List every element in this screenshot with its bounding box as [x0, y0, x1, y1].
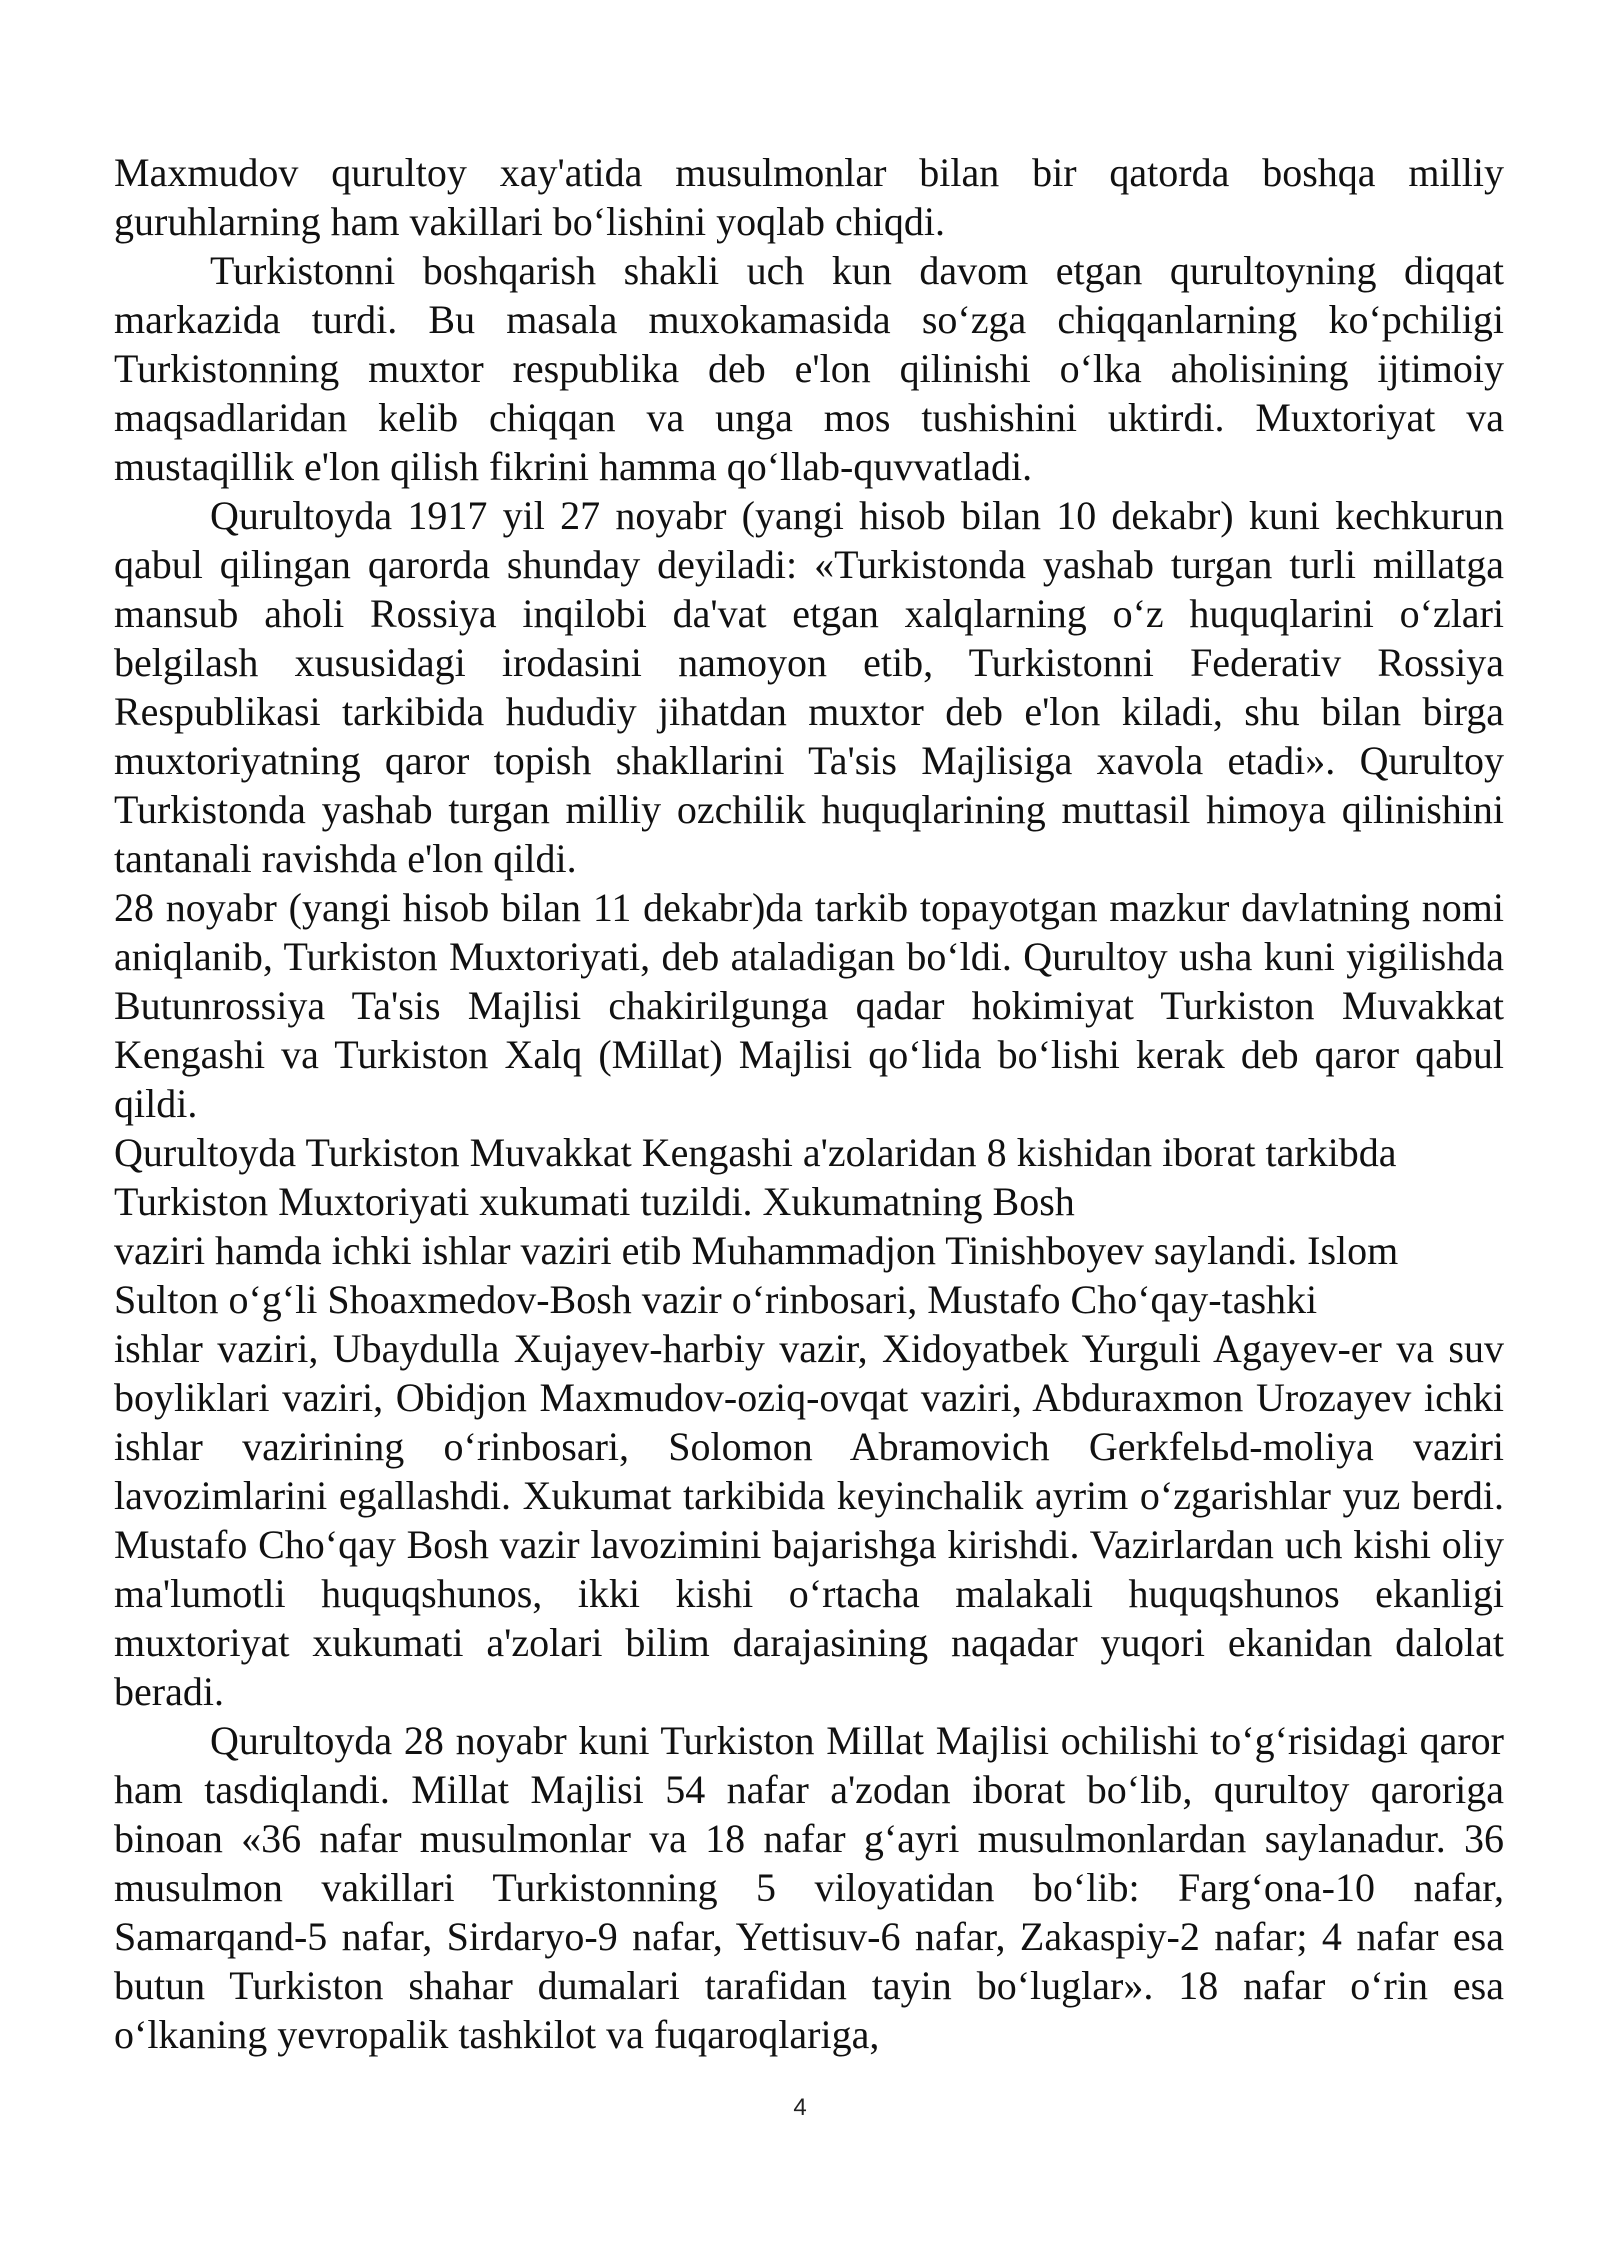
- paragraph: Qurultoyda 28 noyabr kuni Turkiston Millat Majlisi ochilishi to‘g‘risidagi qaror ham tasdiqlandi. Millat Majlisi 54 nafar a'zodan iborat bo‘lib, qurultoy qaroriga binoan «36 nafar musulmonlar va 18 nafar g‘ayri musulmonlardan saylanadur. 36 musulmon vakillari Turkistonning 5 viloyatidan bo‘lib: Farg‘ona-10 nafar, Samarqand-5 nafar, Sirdaryo-9 nafar, Yettisuv-6 nafar, Zakaspiy-2 nafar; 4 nafar esa butun Turkiston shahar dumalari tarafidan tayin bo‘luglar». 18 nafar o‘rin esa o‘lkaning yevropalik tashkilot va fuqaroqlariga,: [114, 1718, 1504, 2057]
- paragraph: Qurultoyda Turkiston Muvakkat Kengashi a'zolaridan 8 kishidan iborat tarkibda Turkiston Muxtoriyati xukumati tuzildi. Xukumatning Bosh: [114, 1130, 1397, 1224]
- paragraph: Maxmudov qurultoy xay'atida musulmonlar bilan bir qatorda boshqa milliy guruhlarning ham vakillari bo‘lishini yoqlab chiqdi.: [114, 150, 1504, 244]
- paragraph: Turkistonni boshqarish shakli uch kun davom etgan qurultoyning diqqat markazida turdi. Bu masala muxokamasida so‘zga chiqqanlarning ko‘pchiligi Turkistonning muxtor respublika deb e'lon qilinishi o‘lka aholisining ijtimoiy maqsadlaridan kelib chiqqan va unga mos tushishini uktirdi. Muxtoriyat va mustaqillik e'lon qilish fikrini hamma qo‘llab-quvvatladi.: [114, 248, 1504, 489]
- paragraph: ishlar vaziri, Ubaydulla Xujayev-harbiy vazir, Xidoyatbek Yurguli Agayev-er va suv boyliklari vaziri, Obidjon Maxmudov-oziq-ovqat vaziri, Abduraxmon Urozayev ichki ishlar vazirining o‘rinbosari, Solomon Abramovich Gerkfelьd-moliya vaziri lavozimlarini egallashdi. Xukumat tarkibida keyinchalik ayrim o‘zgarishlar yuz berdi. Mustafo Cho‘qay Bosh vazir lavozimini bajarishga kirishdi. Vazirlardan uch kishi oliy ma'lumotli huquqshunos, ikki kishi o‘rtacha malakali huquqshunos ekanligi muxtoriyat xukumati a'zolari bilim darajasining naqadar yuqori ekanidan dalolat beradi.: [114, 1326, 1504, 1714]
- document-body: [114, 148, 1504, 2059]
- paragraph: Qurultoyda 1917 yil 27 noyabr (yangi hisob bilan 10 dekabr) kuni kechkurun qabul qilingan qarorda shunday deyiladi: «Turkistonda yashab turgan turli millatga mansub aholi Rossiya inqilobi da'vat etgan xalqlarning o‘z huquqlarini o‘zlari belgilash xususidagi irodasini namoyon etib, Turkistonni Federativ Rossiya Respublikasi tarkibida hududiy jihatdan muxtor deb e'lon kiladi, shu bilan birga muxtoriyatning qaror topish shakllarini Ta'sis Majlisiga xavola etadi». Qurultoy Turkistonda yashab turgan milliy ozchilik huquqlarining muttasil himoya qilinishini tantanali ravishda e'lon qildi.: [114, 493, 1504, 881]
- paragraph: vaziri hamda ichki ishlar vaziri etib Muhammadjon Tinishboyev saylandi. Islom Sulton o‘g‘li Shoaxmedov-Bosh vazir o‘rinbosari, Mustafo Cho‘qay-tashki: [114, 1228, 1399, 1322]
- page-number: 4: [793, 2094, 807, 2121]
- paragraph: 28 noyabr (yangi hisob bilan 11 dekabr)da tarkib topayotgan mazkur davlatning nomi aniqlanib, Turkiston Muxtoriyati, deb ataladigan bo‘ldi. Qurultoy usha kuni yigilishda Butunrossiya Ta'sis Majlisi chakirilgunga qadar hokimiyat Turkiston Muvakkat Kengashi va Turkiston Xalq (Millat) Majlisi qo‘lida bo‘lishi kerak deb qaror qabul qildi.: [114, 885, 1504, 1126]
